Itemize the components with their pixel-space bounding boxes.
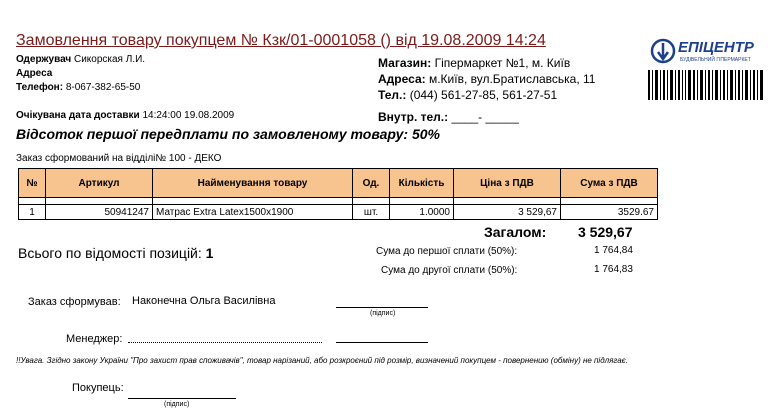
col-sum: Сума з ПДВ [561,169,658,198]
recipient-value: Сикорская Л.И. [73,54,146,65]
formed-by-signature-line [336,307,428,308]
second-payment-label: Сума до другої сплати (50%): [381,265,518,276]
col-number: № [19,169,46,198]
warning-note: !!Увага. Згідно закону України "Про захист прав споживачів", товар нарізаний, або розкроєний під розмір, визначений покупцем - повернению (обміну) не підлягає. [16,356,628,365]
table-row [19,205,658,220]
delivery-label: Очікувана дата доставки [16,110,140,121]
first-payment-value: 1 764,84 [594,245,633,256]
store-internal-label: Внутр. тел.: [378,110,449,124]
delivery-value: 14:24:00 19.08.2009 [142,110,235,121]
table-spacer-row [19,198,658,205]
store-address-label: Адреса: [378,72,426,86]
positions-label: Всього по відомості позицій: [18,245,202,261]
store-label: Магазин: [378,56,432,70]
store-internal-value: ____- _____ [451,110,519,124]
col-name: Найменування товару [153,169,353,198]
formed-by-label: Заказ сформував: [28,296,121,308]
store-address-value: м.Київ, вул.Братиславська, 11 [428,72,596,86]
cell-sum: 3529.67 [561,205,658,220]
logo-text: ЕПІЦЕНТР [678,39,754,56]
cell-article: 50941247 [46,205,153,220]
store-phone [378,88,557,102]
manager-signature-line [336,342,428,343]
col-quantity: Кількість [390,169,454,198]
cell-price: 3 529,67 [454,205,561,220]
second-payment-value: 1 764,83 [594,264,633,275]
delivery [16,110,234,121]
cell-number: 1 [19,205,46,220]
positions-value: 1 [205,245,214,261]
total-value: 3 529,67 [578,224,633,240]
store-name [378,56,570,70]
col-price: Ціна з ПДВ [454,169,561,198]
logo-subtext: БУДІВЕЛЬНИЙ ГІПЕРМАРКЕТ [680,57,751,63]
cell-name: Матрас Extra Latex1500x1900 [153,205,353,220]
store-phone-label: Тел.: [378,88,407,102]
items-table [18,168,658,220]
barcode-icon [648,70,764,100]
buyer-label: Покупець: [72,382,124,394]
order-title: Замовлення товару покупцем № Кзк/01-0001058 () від 19.08.2009 14:24 [16,32,546,49]
address-label: Адреса [16,68,53,79]
phone-value: 8-067-382-65-50 [65,82,141,93]
formed-by-value: Наконечна Ольга Василівна [132,295,276,307]
cell-unit: шт. [353,205,390,220]
phone-label: Телефон: [16,82,64,93]
col-article: Артикул [46,169,153,198]
epicentr-logo [650,38,768,68]
barcode [648,70,764,100]
buyer-signature-line [128,398,236,399]
store-internal [378,110,519,124]
recipient [16,54,145,65]
total-label: Загалом: [484,224,547,240]
store-address [378,72,595,86]
formed-by-sign-caption: (підпис) [370,310,396,317]
buyer-sign-caption: (підпис) [164,401,190,408]
store-value: Гіпермаркет №1, м. Київ [434,56,571,70]
positions-count [18,245,213,261]
store-phone-value: (044) 561-27-85, 561-27-51 [409,88,558,102]
manager-label: Менеджер: [66,333,123,345]
table-header-row [19,169,658,198]
recipient-label: Одержувач [16,54,72,65]
formed-at-department: Заказ сформований на відділі№ 100 - ДЕКО [16,153,222,164]
cell-quantity: 1.0000 [390,205,454,220]
prepay-percent: Відсоток першої передплати по замовленому товару: 50% [16,126,440,142]
phone [16,82,140,93]
col-unit: Од. [353,169,390,198]
manager-dotted-line [128,342,322,343]
first-payment-label: Сума до першої сплати (50%): [376,246,518,257]
